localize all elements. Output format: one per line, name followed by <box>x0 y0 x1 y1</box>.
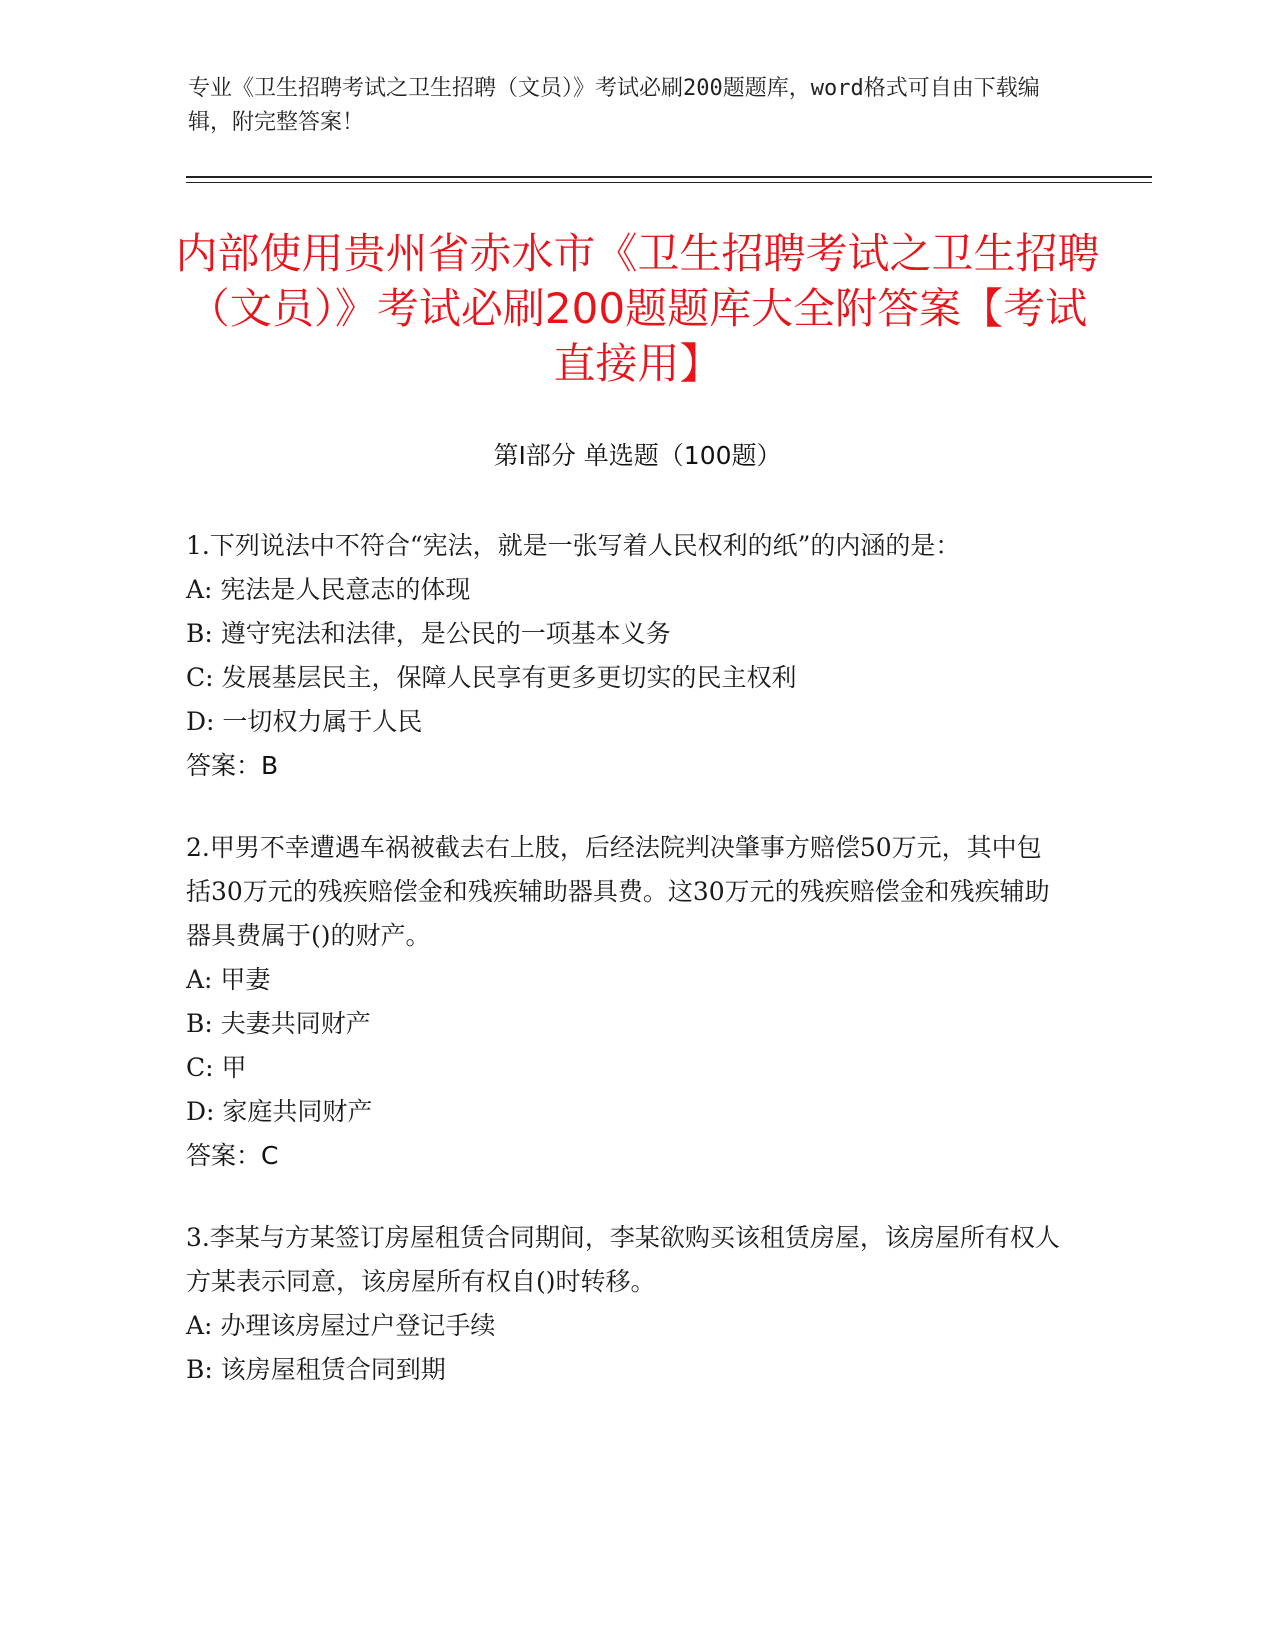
option-a: A: 宪法是人民意志的体现 <box>186 575 471 604</box>
option-b: B: 夫妻共同财产 <box>186 1009 371 1038</box>
question-list <box>186 524 1066 1430</box>
answer-line: 答案：C <box>186 1141 279 1170</box>
question-stem: 2.甲男不幸遭遇车祸被截去右上肢，后经法院判决肇事方赔偿50万元，其中包括30万元的残疾赔偿金和残疾辅助器具费。这30万元的残疾赔偿金和残疾辅助器具费属于()的财产。 <box>186 833 1050 950</box>
answer-line: 答案：B <box>186 751 279 780</box>
option-a: A: 办理该房屋过户登记手续 <box>186 1311 496 1340</box>
option-a: A: 甲妻 <box>186 965 271 994</box>
header-note: 专业《卫生招聘考试之卫生招聘（文员）》考试必刷200题题库，word格式可自由下载编辑，附完整答案！ <box>188 76 1040 135</box>
question-stem: 3.李某与方某签订房屋租赁合同期间，李某欲购买该租赁房屋，该房屋所有权人方某表示同意，该房屋所有权自()时转移。 <box>186 1223 1060 1296</box>
section-heading: 第I部分 单选题（100题） <box>493 441 782 470</box>
option-d: D: 家庭共同财产 <box>186 1097 373 1126</box>
question-item <box>186 1216 1066 1392</box>
question-stem: 1.下列说法中不符合“宪法，就是一张写着人民权利的纸”的内涵的是： <box>186 531 961 560</box>
option-d: D: 一切权力属于人民 <box>186 707 423 736</box>
option-b: B: 该房屋租赁合同到期 <box>186 1355 446 1384</box>
header-divider-thick <box>186 176 1152 178</box>
header-divider-thin <box>186 182 1152 183</box>
question-item <box>186 524 1066 788</box>
option-c: C: 发展基层民主，保障人民享有更多更切实的民主权利 <box>186 663 797 692</box>
document-title: 内部使用贵州省赤水市《卫生招聘考试之卫生招聘（文员）》考试必刷200题题库大全附答案【考试直接用】 <box>175 229 1100 388</box>
option-b: B: 遵守宪法和法律，是公民的一项基本义务 <box>186 619 671 648</box>
option-c: C: 甲 <box>186 1053 247 1082</box>
question-item <box>186 826 1066 1178</box>
